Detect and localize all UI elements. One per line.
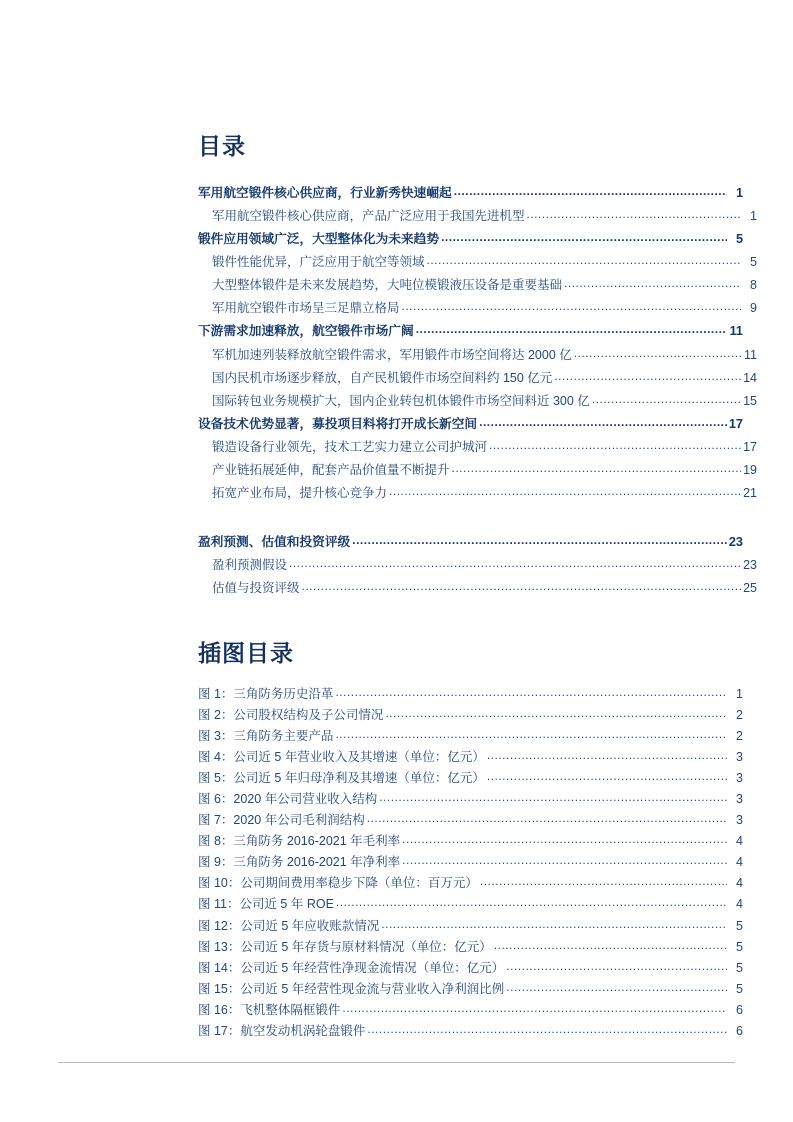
toc-entry-page: 5 <box>750 255 757 270</box>
figure-entry-page: 4 <box>736 834 743 849</box>
toc-entry-label: 锻件性能优异，广泛应用于航空等领域 <box>212 255 425 270</box>
leader-dots <box>416 323 727 335</box>
leader-dots <box>506 960 727 972</box>
toc-entry[interactable] <box>198 279 757 292</box>
figure-list-heading: 插图目录 <box>198 639 294 666</box>
toc-entry-page: 23 <box>728 534 743 549</box>
figure-entry-label: 图 13：公司近 5 年存货与原材料情况（单位：亿元） <box>198 939 492 954</box>
toc-entry-label: 军用航空锻件市场呈三足鼎立格局 <box>212 301 400 316</box>
leader-dots <box>336 896 727 908</box>
figure-entry-label: 图 5：公司近 5 年归母净利及其增速（单位：亿元） <box>198 770 485 785</box>
toc-entry-page: 23 <box>743 558 757 573</box>
leader-dots <box>506 981 727 993</box>
leader-dots <box>441 231 727 243</box>
leader-dots <box>402 300 741 312</box>
figure-entry[interactable] <box>198 1004 743 1017</box>
figure-entry-label: 图 11：公司近 5 年 ROE <box>198 897 334 912</box>
figure-entry-label: 图 1：三角防务历史沿革 <box>198 686 334 701</box>
figure-entry[interactable] <box>198 793 743 806</box>
leader-dots <box>452 462 741 474</box>
figure-entry-label: 图 9：三角防务 2016-2021 年净利率 <box>198 855 401 870</box>
figure-entry-page: 4 <box>736 876 743 891</box>
figure-entry-label: 图 7：2020 年公司毛利润结构 <box>198 813 365 828</box>
leader-dots <box>454 185 727 197</box>
figure-entry-label: 图 3：三角防务主要产品 <box>198 728 334 743</box>
toc-entry[interactable] <box>198 464 757 477</box>
leader-dots <box>352 534 727 546</box>
figure-entry-page: 4 <box>736 855 743 870</box>
toc-entry[interactable] <box>198 487 757 500</box>
toc-entry-label: 锻件应用领域广泛，大型整体化为未来趋势 <box>198 232 440 247</box>
figure-entry-page: 3 <box>736 770 743 785</box>
toc-heading: 目录 <box>198 133 246 159</box>
toc-entry[interactable] <box>198 187 743 200</box>
leader-dots <box>402 854 727 866</box>
toc-entry[interactable] <box>198 349 757 362</box>
toc-entry-page: 25 <box>743 581 757 596</box>
figure-entry[interactable] <box>198 751 743 764</box>
figure-entry-label: 图 2：公司股权结构及子公司情况 <box>198 707 384 722</box>
leader-dots <box>427 254 741 266</box>
figure-entry[interactable] <box>198 709 743 722</box>
figure-entry-label: 图 10：公司期间费用率稳步下降（单位：百万元） <box>198 876 478 891</box>
figure-entry-page: 5 <box>736 939 743 954</box>
toc-entry[interactable] <box>198 582 757 595</box>
figure-entry-page: 5 <box>736 918 743 933</box>
leader-dots <box>574 347 741 359</box>
footer-divider <box>58 1062 735 1063</box>
toc-entry-page: 17 <box>743 439 757 454</box>
toc-entry[interactable] <box>198 418 743 431</box>
toc-list <box>198 186 757 596</box>
leader-dots <box>367 1023 727 1035</box>
figure-entry-label: 图 16：飞机整体隔框锻件 <box>198 1002 341 1017</box>
toc-entry[interactable] <box>198 233 743 246</box>
toc-entry[interactable] <box>198 536 743 549</box>
leader-dots <box>402 833 727 845</box>
leader-dots <box>489 439 741 451</box>
toc-entry-page: 9 <box>750 301 757 316</box>
section-spacer <box>198 510 743 536</box>
toc-entry-page: 17 <box>728 416 743 431</box>
leader-dots <box>367 812 727 824</box>
leader-dots <box>592 393 741 405</box>
figure-entry-page: 5 <box>736 960 743 975</box>
figure-entry-label: 图 8：三角防务 2016-2021 年毛利率 <box>198 834 401 849</box>
toc-entry-page: 1 <box>750 209 757 224</box>
toc-entry-label: 军用航空锻件核心供应商，行业新秀快速崛起 <box>198 186 452 200</box>
figure-entry[interactable] <box>198 983 743 996</box>
toc-entry-label: 国内民机市场逐步释放，自产民机锻件市场空间料约 150 亿元 <box>212 370 553 385</box>
figure-entry-page: 2 <box>736 728 743 743</box>
figure-entry-page: 6 <box>736 1024 743 1039</box>
figure-entry-page: 3 <box>736 813 743 828</box>
toc-entry-page: 14 <box>743 370 757 385</box>
figure-entry[interactable] <box>198 877 743 890</box>
figure-entry-page: 2 <box>736 707 743 722</box>
figure-entry-label: 图 14：公司近 5 年经营性净现金流情况（单位：亿元） <box>198 960 505 975</box>
figure-entry-page: 3 <box>736 749 743 764</box>
leader-dots <box>335 728 727 740</box>
toc-entry-label: 国际转包业务规模扩大，国内企业转包机体锻件市场空间料近 300 亿 <box>212 393 590 408</box>
toc-entry-label: 盈利预测假设 <box>212 558 288 573</box>
toc-entry[interactable] <box>198 210 757 223</box>
toc-entry-page: 15 <box>743 393 757 408</box>
figure-entry-label: 图 17：航空发动机涡轮盘锻件 <box>198 1024 366 1039</box>
figure-entry-page: 5 <box>736 981 743 996</box>
toc-entry[interactable] <box>198 559 757 572</box>
figure-entry[interactable] <box>198 856 743 869</box>
leader-dots <box>480 875 727 887</box>
figure-entry[interactable] <box>198 920 743 933</box>
toc-entry-page: 21 <box>743 485 757 500</box>
toc-entry-label: 下游需求加速释放，航空锻件市场广阔 <box>198 324 414 339</box>
leader-dots <box>381 918 727 930</box>
figure-entry[interactable] <box>198 1025 743 1038</box>
leader-dots <box>487 749 727 761</box>
figure-entry[interactable] <box>198 814 743 827</box>
toc-entry[interactable] <box>198 372 757 385</box>
leader-dots <box>379 791 727 803</box>
figure-entry[interactable] <box>198 898 743 911</box>
figure-entry[interactable] <box>198 730 743 743</box>
leader-dots <box>385 707 727 719</box>
figure-entry-page: 1 <box>736 686 743 701</box>
figure-entry-label: 图 12：公司近 5 年应收账款情况 <box>198 918 380 933</box>
toc-entry-label: 大型整体锻件是未来发展趋势，大吨位模锻液压设备是重要基础 <box>212 278 563 293</box>
toc-entry-page: 19 <box>743 462 757 477</box>
figure-entry-label: 图 15：公司近 5 年经营性现金流与营业收入净利润比例 <box>198 981 505 996</box>
figure-entry[interactable] <box>198 941 743 954</box>
toc-entry[interactable] <box>198 302 757 315</box>
toc-entry-page: 11 <box>744 347 757 362</box>
toc-entry-page: 11 <box>729 324 743 339</box>
leader-dots <box>554 370 741 382</box>
figure-list <box>198 688 743 1038</box>
leader-dots <box>479 416 727 428</box>
figure-entry-label: 图 4：公司近 5 年营业收入及其增速（单位：亿元） <box>198 749 485 764</box>
toc-entry-page: 5 <box>735 232 743 247</box>
figure-entry[interactable] <box>198 772 743 785</box>
toc-entry[interactable] <box>198 325 743 338</box>
toc-entry[interactable] <box>198 395 757 408</box>
page-content <box>198 128 757 1046</box>
toc-entry[interactable] <box>198 441 757 454</box>
toc-entry-label: 军用航空锻件核心供应商，产品广泛应用于我国先进机型 <box>212 209 525 224</box>
figure-entry-label: 图 6：2020 年公司营业收入结构 <box>198 791 378 806</box>
toc-entry-label: 锻造设备行业领先，技术工艺实力建立公司护城河 <box>212 439 488 454</box>
leader-dots <box>342 1002 727 1014</box>
leader-dots <box>289 557 741 569</box>
figure-entry-page: 3 <box>736 791 743 806</box>
toc-entry[interactable] <box>198 256 757 269</box>
figure-entry[interactable] <box>198 688 743 701</box>
figure-entry-page: 6 <box>736 1002 743 1017</box>
leader-dots <box>494 939 727 951</box>
toc-entry-label: 盈利预测、估值和投资评级 <box>198 534 351 549</box>
leader-dots <box>389 485 741 497</box>
toc-entry-label: 产业链拓展延伸，配套产品价值量不断提升 <box>212 462 450 477</box>
toc-entry-label: 设备技术优势显著，募投项目料将打开成长新空间 <box>198 416 478 431</box>
toc-entry-page: 1 <box>735 186 743 200</box>
leader-dots <box>335 686 727 698</box>
figure-entry[interactable] <box>198 835 743 848</box>
toc-entry-page: 8 <box>750 278 757 293</box>
toc-entry-label: 拓宽产业布局，提升核心竞争力 <box>212 485 388 500</box>
leader-dots <box>487 770 727 782</box>
figure-entry-page: 4 <box>736 897 743 912</box>
leader-dots <box>302 580 741 592</box>
toc-entry-label: 军机加速列装释放航空锻件需求，军用锻件市场空间将达 2000 亿 <box>212 347 572 362</box>
leader-dots <box>527 208 741 220</box>
leader-dots <box>564 277 741 289</box>
figure-entry[interactable] <box>198 962 743 975</box>
toc-entry-label: 估值与投资评级 <box>212 581 300 596</box>
